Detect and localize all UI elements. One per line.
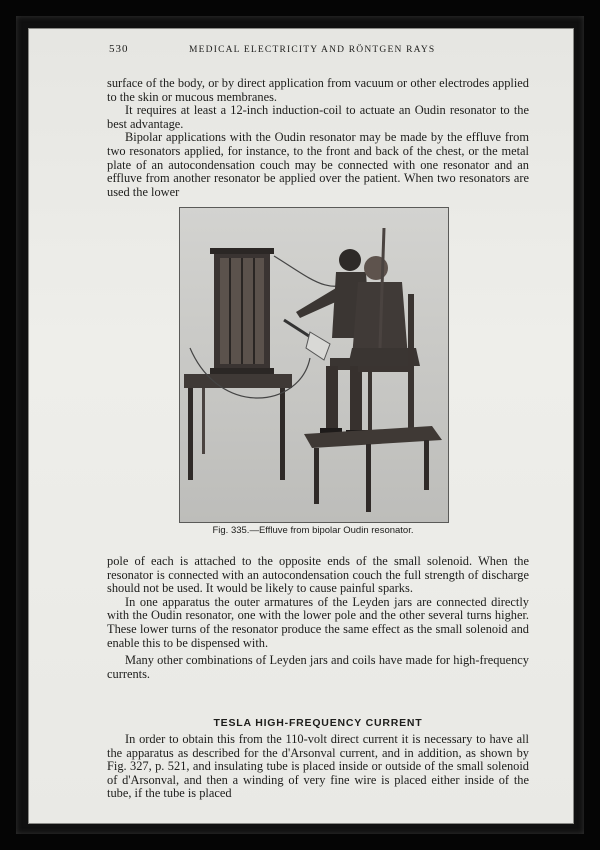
figure-illustration — [179, 207, 449, 523]
figure-caption: Fig. 335.—Effluve from bipolar Oudin resonator. — [212, 525, 414, 536]
top-text-block — [107, 77, 529, 199]
paragraph: In one apparatus the outer armatures of the Leyden jars are connected directly with the Oudin resonator, one with the lower pole and the other several turns higher. These lower turns of the resonator produce the same effect as the small solenoid and enable this to be dispensed with. — [107, 594, 529, 650]
paragraph: It requires at least a 12-inch induction-coil to actuate an Oudin resonator to the best advantage. — [107, 103, 529, 131]
page-number: 530 — [109, 43, 129, 55]
book-page — [28, 28, 574, 824]
page-header — [109, 43, 539, 57]
paragraph: pole of each is attached to the opposite ends of the small solenoid. When the resonator is connected with an autocondensation couch the full strength of discharge should not be used. It would be likely to cause painful sparks. — [107, 554, 529, 596]
bottom-text-block — [107, 555, 529, 681]
section-text-block — [107, 733, 529, 801]
illustration-svg — [180, 208, 448, 522]
paragraph: Many other combinations of Leyden jars and coils have made for high-frequency currents. — [107, 653, 529, 681]
paragraph: surface of the body, or by direct application from vacuum or other electrodes applied to the skin or mucous membranes. — [107, 76, 529, 104]
running-title: MEDICAL ELECTRICITY AND RÖNTGEN RAYS — [189, 45, 436, 55]
paragraph: Bipolar applications with the Oudin resonator may be made by the effluve from two resonators applied, for instance, to the front and back of the chest, or the metal plate of an autocondensation couch may be connected with one resonator and an effluve from another resonator be applied over the patient. When two resonators are used the lower — [107, 130, 529, 199]
paragraph: In order to obtain this from the 110-volt direct current it is necessary to have all the apparatus as described for the d'Arsonval current, and in addition, as shown by Fig. 327, p. 521, and insulating tube is placed inside or outside of the small solenoid of d'Arsonval, and then a winding of very fine wire is placed either inside of the tube, if the tube is placed — [107, 732, 529, 801]
resonator-coil — [210, 248, 274, 374]
section-heading: TESLA HIGH-FREQUENCY CURRENT — [213, 717, 423, 729]
